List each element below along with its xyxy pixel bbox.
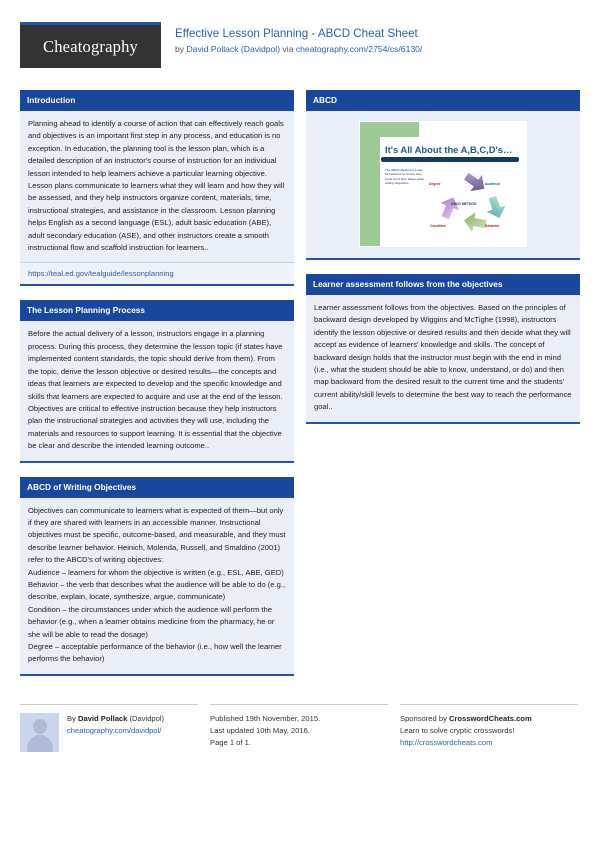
abcd-para-condition: Condition – the circumstances under which the audience will perform the behavior (e.g., when a learner obtains medicine from the pharmacy, he or she will be able to read the dosage) [28,604,275,639]
card-introduction-source [20,262,294,284]
footer-updated-date: Last updated 10th May, 2016. [210,725,310,735]
card-introduction-body [20,111,294,262]
card-abcd-writing-objectives [20,477,294,676]
byline [175,43,422,55]
footer-sponsor-block [400,704,578,752]
footer-sponsor-tagline: Learn to solve cryptic crosswords! [400,725,515,735]
card-lesson-planning-process [20,300,294,462]
card-abcd-figure-body [306,111,580,258]
diagram-label-audience: Audience [485,182,501,186]
footer-profile-link[interactable]: cheatography.com/davidpol/ [67,725,162,735]
footer-sponsor-line [400,713,578,725]
content-columns [20,90,580,690]
slide-caption: The ABCD Method is a way for teachers to ensure they cover all of their bases when writing objectives [385,168,425,186]
footer-by-prefix: By [67,713,78,723]
left-column [20,90,294,690]
abcd-cycle-diagram [422,164,522,244]
byline-prefix: by [175,44,187,54]
page-title: Effective Lesson Planning - ABCD Cheat Sheet [175,27,418,40]
footer-author-name: David Pollack [77,713,128,723]
card-abcd-figure-heading: ABCD [306,90,580,111]
slide-title: It's All About the A,B,C,D's… [385,144,513,155]
arrow-behavior [483,194,509,221]
abcd-para-degree: Degree – acceptable performance of the behavior (i.e., how well the learner performs the behavior) [28,642,282,664]
author-link[interactable]: David Pollack (Davidpol) [186,44,281,54]
slide-green-top [360,122,419,137]
process-text: Before the actual delivery of a lesson, instructors engage in a planning process. During this process, they determine the lesson topic (if states have implemented content standards, the topic should derive from them). From the topic, derive the lesson objective or desired results—the concepts and ideas that learners are expected to develop and the specific knowledge and skills that learners are expected to acquire and use at the end of the lesson. Objectives are critical to effective instruction because they help instructors plan the instructional strategies and activities they will use, including the materials and resources to support learning. It is essential that the objective be clear and describe the intended learning outcome.. [28,329,283,451]
footer-sponsor-name: CrosswordCheats.com [448,713,532,723]
byline-via: via [280,44,296,54]
logo-text: Cheatography [43,36,138,56]
diagram-center-label: ABCD METHOD [451,202,477,206]
footer-sponsor-prefix: Sponsored by [400,713,449,723]
abcd-para-behavior: Behavior – the verb that describes what the audience will be able to do (e.g., describe, explain, locate, synthesize, argue, communicate) [28,579,286,602]
footer-published-date: Published 19th November, 2015. [210,713,321,723]
avatar [20,713,59,752]
diagram-label-degree: Degree [429,182,441,186]
arrow-degree [436,194,463,222]
source-url-link[interactable]: cheatography.com/2754/cs/6130/ [295,44,423,54]
footer-author-handle: (Davidpol) [127,713,165,723]
card-abcd-figure [306,90,580,260]
card-introduction-heading: Introduction [20,90,294,111]
arrow-condition [462,210,487,234]
cheatography-logo[interactable] [20,22,161,68]
footer-publish-block [210,704,388,752]
slide-green-bar [360,122,380,247]
diagram-label-condition: Condition [430,224,446,228]
page-header [20,22,580,74]
header-text-block [161,22,422,55]
footer-sponsor-link[interactable]: http://crosswordcheats.com [400,737,493,747]
card-process-body [20,321,294,460]
avatar-head-shape [33,719,47,734]
abcd-para-audience: Audience – learners for whom the objective is written (e.g., ESL, ABE, GED) [28,567,284,577]
avatar-body-shape [27,735,53,752]
card-assessment-body [306,295,580,422]
card-assessment-heading: Learner assessment follows from the objectives [306,274,580,295]
abcd-para-1: Objectives can communicate to learners what is expected of them—but only if they are shared with learners in an accessible manner. Instructional objectives must be specific, outcome-based, and measurable, and they must describe learner behavior. Heinich, Molenda, Russell, and Smaldino (2001) refer to the ABCD's of writing objectives: [28,505,286,565]
footer-author-text [67,713,164,752]
footer-page-number: Page 1 of 1. [210,737,251,747]
diagram-label-behavior: Behavior [485,224,500,228]
card-abcd-writing-body [20,498,294,674]
card-learner-assessment [306,274,580,424]
right-column [306,90,580,438]
footer-author-line [67,713,164,725]
abcd-method-slide-image [359,121,527,247]
footer-author-block [20,704,198,752]
assessment-text: Learner assessment follows from the objectives. Based on the principles of backward design developed by Wiggins and McTighe (1998), instructors identify the lesson objective or desired results and then decide what they will accept as evidence of learners' knowledge and skills. The concept of backward design holds that the instructor must begin with the end in mind (i.e., what the student should be able to know, understand, or do) and then map backward from the desired result to the current time and the students' current ability/skill levels to determine the best way to reach the performance goal.. [314,303,572,412]
page-footer [20,696,580,752]
slide-title-rule [381,157,519,162]
introduction-text: Planning ahead to identify a course of action that can effectively reach goals and objectives is an important first step in any process, and education is no exception. In education, the planning tool is the lesson plan, which is a detailed description of an instructor's course of instruction for an individual lesson intended to help learners achieve a particular learning objective. Lesson plans communicate to learners what they will learn and how they will be assessed, and they help instructors organize content, materials, time, instructional strategies, and assistance in the classroom. Lesson planning helps English as a second language (ESL), adult basic education (ABE), adult secondary education (ASE), and other instructors create a smooth instructional flow and scaffold instruction for learners.. [28,119,285,253]
card-introduction [20,90,294,286]
card-process-heading: The Lesson Planning Process [20,300,294,321]
teal-source-link[interactable]: https://teal.ed.gov/tealguide/lessonplanning [28,269,174,279]
card-abcd-writing-heading: ABCD of Writing Objectives [20,477,294,498]
